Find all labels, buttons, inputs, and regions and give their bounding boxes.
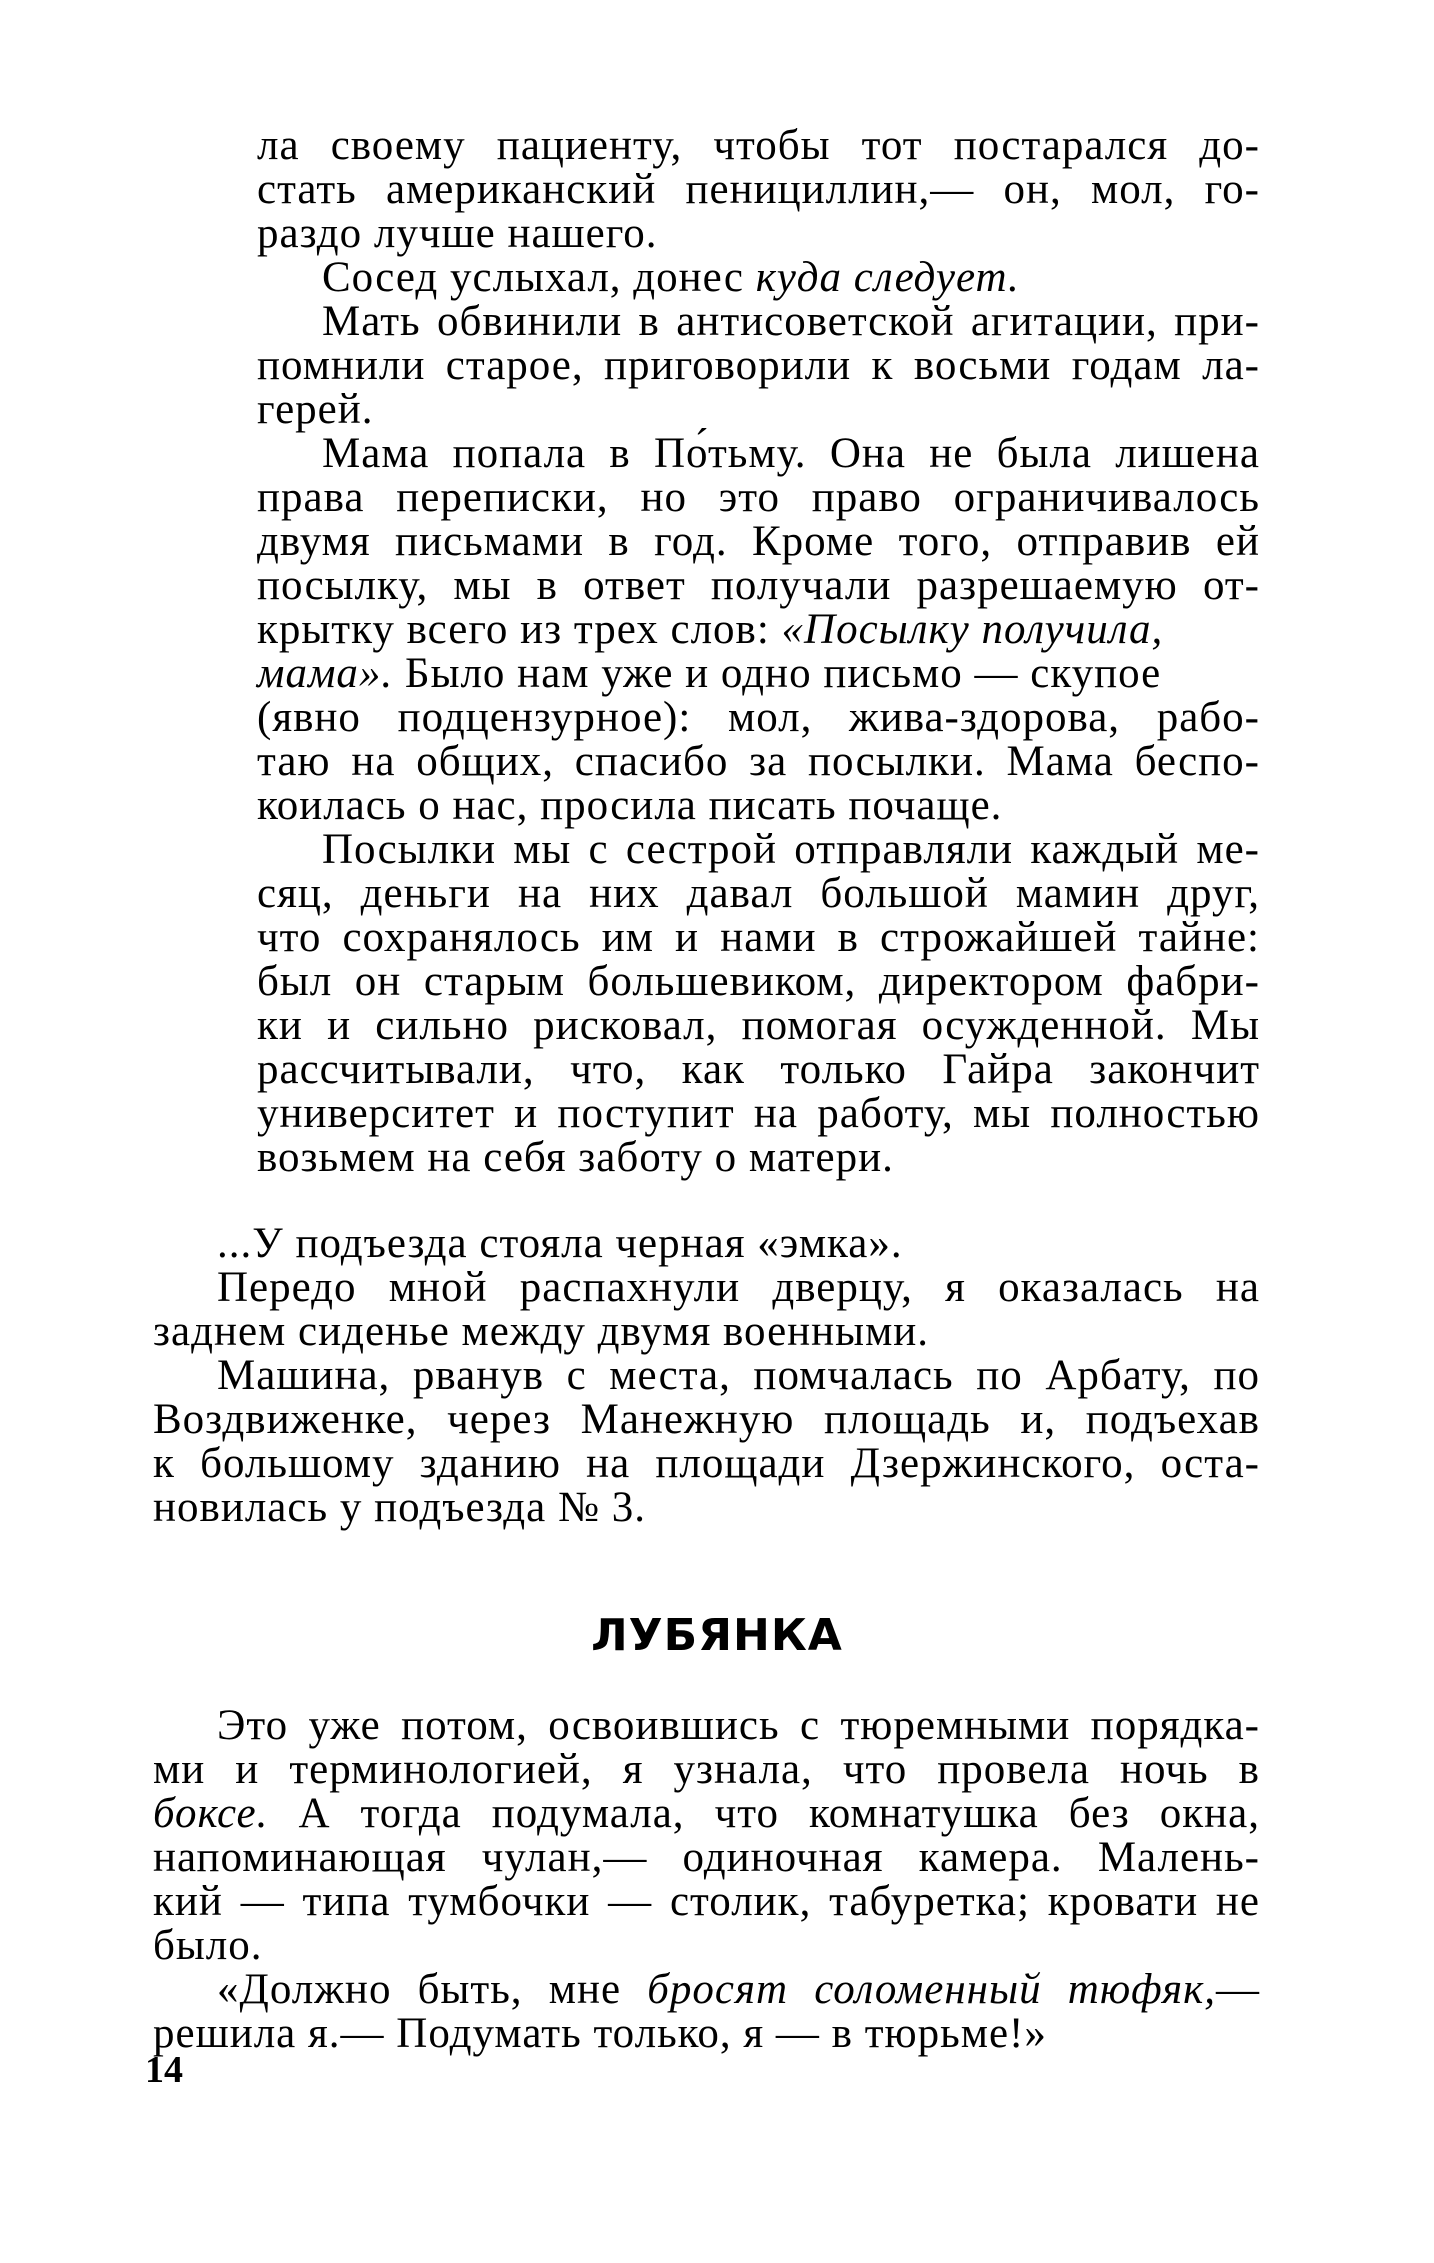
- text-line: [153, 1792, 1260, 1835]
- section-title: ЛУБЯНКА: [591, 1610, 843, 1661]
- text-line: Мама попала в По́тьму. Она не была лишена: [322, 430, 1260, 477]
- text-line: [217, 1968, 1260, 2011]
- text-line: университет и поступит на работу, мы полностью: [257, 1090, 1260, 1137]
- text-line: Посылки мы с сестрой отправляли каждый ме-: [322, 826, 1260, 873]
- text-line: (явно подцензурное): мол, жива-здорова, рабо-: [257, 694, 1260, 741]
- text-line: рассчитывали, что, как только Гайра закончит: [257, 1046, 1260, 1093]
- text-line: двумя письмами в год. Кроме того, отправив ей: [257, 518, 1260, 565]
- text-line: посылку, мы в ответ получали разрешаемую от-: [257, 562, 1260, 609]
- text-line: новилась у подъезда № 3.: [153, 1484, 647, 1531]
- text-line: [257, 608, 1260, 651]
- text-fragment: А тогда подумала, что комнатушка без окна,: [268, 1790, 1260, 1837]
- italic-fragment: боксе.: [153, 1790, 269, 1837]
- text-line: права переписки, но это право ограничивалось: [257, 474, 1260, 521]
- text-line: ки и сильно рисковал, помогая осужденной. Мы: [257, 1002, 1260, 1049]
- text-line: стать американский пенициллин,— он, мол, го-: [257, 166, 1260, 213]
- text-line: сяц, деньги на них давал большой мамин друг,: [257, 870, 1260, 917]
- text-line: заднем сиденье между двумя военными.: [153, 1308, 930, 1355]
- text-fragment: крытку всего из трех слов:: [257, 606, 782, 653]
- text-line: Воздвиженке, через Манежную площадь и, подъехав: [153, 1396, 1260, 1443]
- text-fragment: —: [1216, 1966, 1260, 2013]
- text-line: раздо лучше нашего.: [257, 210, 658, 257]
- italic-fragment: куда следует.: [755, 254, 1020, 301]
- text-line: ла своему пациенту, чтобы тот постарался до-: [257, 122, 1260, 169]
- text-line: был он старым большевиком, директором фабри-: [257, 958, 1260, 1005]
- page-number: 14: [145, 2049, 183, 2091]
- text-line: Это уже потом, освоившись с тюремными порядка-: [217, 1702, 1260, 1749]
- text-line: кий — типа тумбочки — столик, табуретка; кровати не: [153, 1878, 1260, 1925]
- text-fragment: «Должно быть, мне: [217, 1966, 648, 2013]
- text-line: коилась о нас, просила писать почаще.: [257, 782, 1003, 829]
- text-fragment: Сосед услыхал, донес: [322, 254, 756, 301]
- text-line: к большому зданию на площади Дзержинского, оста-: [153, 1440, 1260, 1487]
- italic-fragment: бросят соломенный тюфяк,: [647, 1966, 1216, 2013]
- text-line: ...У подъезда стояла черная «эмка».: [217, 1220, 903, 1267]
- text-line: возьмем на себя заботу о матери.: [257, 1134, 894, 1181]
- italic-fragment: мама».: [257, 650, 394, 697]
- text-line: было.: [153, 1922, 263, 1969]
- text-line: решила я.— Подумать только, я — в тюрьме!»: [153, 2010, 1047, 2057]
- text-line: [322, 256, 1020, 299]
- text-fragment: Было нам уже и одно письмо — скупое: [393, 650, 1162, 697]
- text-line: Мать обвинили в антисоветской агитации, при-: [322, 298, 1260, 345]
- text-line: что сохранялось им и нами в строжайшей тайне:: [257, 914, 1260, 961]
- text-line: Передо мной распахнули дверцу, я оказалась на: [217, 1264, 1260, 1311]
- text-line: Машина, рванув с места, помчалась по Арбату, по: [217, 1352, 1260, 1399]
- text-line: герей.: [257, 386, 374, 433]
- text-line: напоминающая чулан,— одиночная камера. Малень-: [153, 1834, 1260, 1881]
- text-line: таю на общих, спасибо за посылки. Мама беспо-: [257, 738, 1260, 785]
- text-line: ми и терминологией, я узнала, что провела ночь в: [153, 1746, 1260, 1793]
- text-line: помнили старое, приговорили к восьми годам ла-: [257, 342, 1260, 389]
- text-line: [257, 652, 1260, 695]
- italic-fragment: «Посылку получила,: [781, 606, 1164, 653]
